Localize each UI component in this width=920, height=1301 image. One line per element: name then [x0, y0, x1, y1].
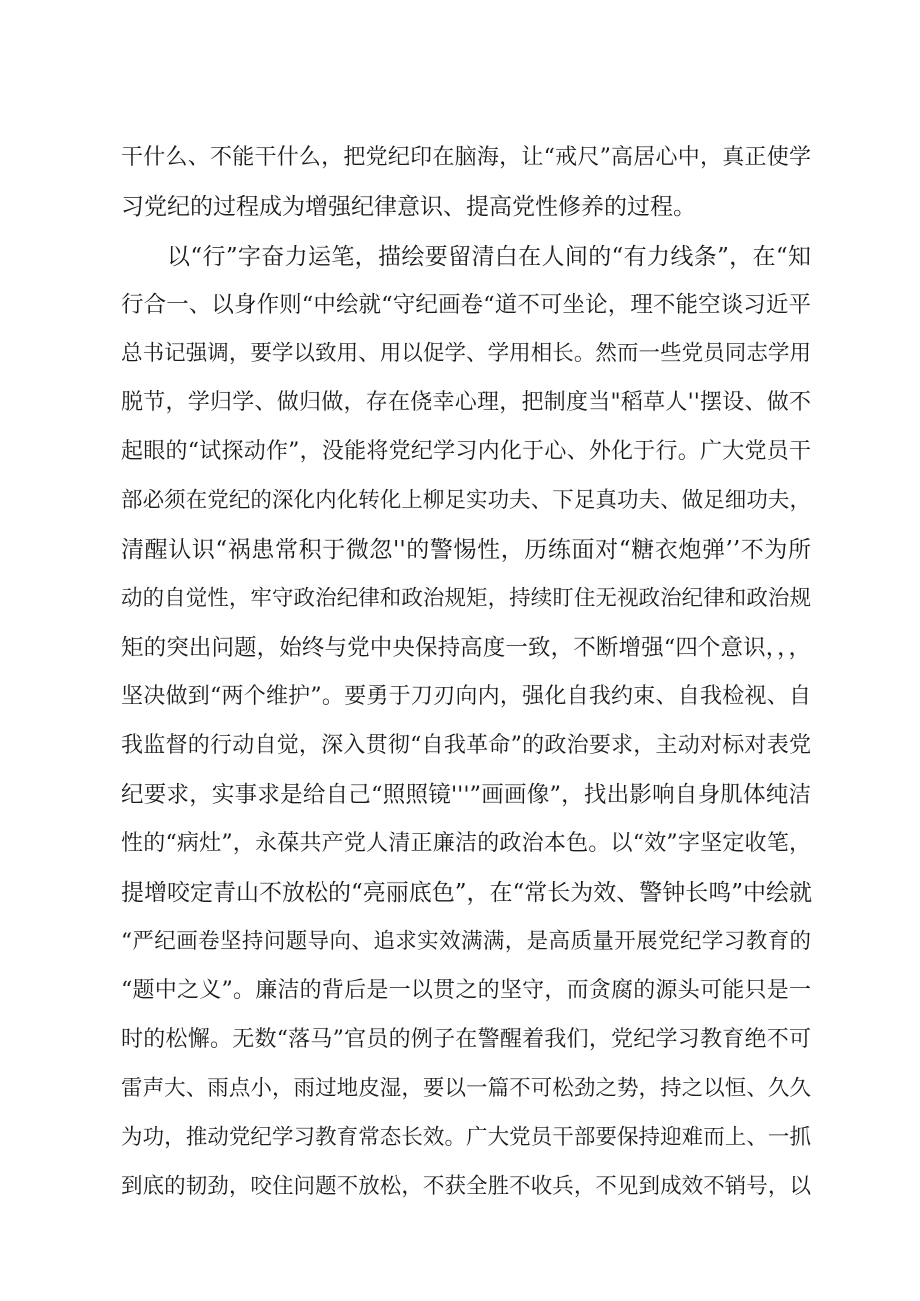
- paragraph-2-line-15: “严纪画卷坚持问题导向、追求实效满满，是高质量开展党纪学习教育的: [121, 929, 811, 954]
- paragraph-2-line-10: 坚决做到“两个维护”。要勇于刀刃向内，强化自我约束、自我检视、自: [121, 684, 811, 709]
- paragraph-2-line-11: 我监督的行动自觉，深入贯彻“自我革命”的政治要求，主动对标对表党: [121, 733, 811, 758]
- paragraph-2-line-13: 性的“病灶”，永葆共产党人清正廉洁的政治本色。以“效”字坚定收笔，: [121, 831, 811, 856]
- paragraph-1-line-1: 干什么、不能干什么，把党纪印在脑海，让“戒尺”高居心中，真正使学: [121, 145, 811, 170]
- paragraph-2-line-12: 纪要求，实事求是给自己“照照镜'''”画画像”，找出影响自身肌体纯洁: [121, 782, 811, 808]
- paragraph-1-line-2: 习党纪的过程成为增强纪律意识、提高党性修养的过程。: [121, 194, 696, 220]
- paragraph-2-line-6: 部必须在党纪的深化内化转化上柳足实功夫、下足真功夫、做足细功夫，: [121, 488, 811, 513]
- paragraph-2-line-9: 矩的突出问题，始终与党中央保持高度一致，不断增强“四个意识，，，: [121, 635, 811, 661]
- paragraph-2-line-2: 行合一、以身作则“中绘就“守纪画卷“道不可坐论，理不能空谈习近平: [121, 292, 811, 318]
- paragraph-2-line-3: 总书记强调，要学以致用、用以促学、学用相长。然而一些党员同志学用: [121, 341, 811, 366]
- paragraph-2-line-1: 以“行”字奋力运笔，描绘要留清白在人间的“有力线条”，在“知: [167, 244, 811, 270]
- paragraph-2-line-16: “题中之义”。廉洁的背后是一以贯之的坚守，而贪腐的源头可能只是一: [121, 978, 811, 1003]
- paragraph-2-line-4: 脱节，学归学、做归做，存在侥幸心理，把制度当"稻草人''摆设、做不: [121, 390, 811, 415]
- paragraph-2-line-7: 清醒认识“祸患常积于微忽''的警惕性，历练面对“糖衣炮弹’’不为所: [121, 537, 811, 563]
- paragraph-2-line-5: 起眼的“试探动作”，没能将党纪学习内化于心、外化于行。广大党员干: [121, 439, 811, 464]
- paragraph-2-line-14: 提增咬定青山不放松的“亮丽底色”，在“常长为效、警钟长鸣”中绘就: [121, 880, 813, 906]
- paragraph-2-line-8: 动的自觉性，牢守政治纪律和政治规矩，持续盯住无视政治纪律和政治规: [121, 586, 811, 611]
- paragraph-2-line-19: 为功，推动党纪学习教育常态长效。广大党员干部要保持迎难而上、一抓: [121, 1125, 811, 1150]
- paragraph-2-line-17: 时的松懈。无数“落马”官员的例子在警醒着我们，党纪学习教育绝不可: [121, 1027, 811, 1052]
- paragraph-2-line-18: 雷声大、雨点小，雨过地皮湿，要以一篇不可松劲之势，持之以恒、久久: [121, 1076, 811, 1101]
- paragraph-2-line-20: 到底的韧劲，咬住问题不放松，不获全胜不收兵，不见到成效不销号，以: [121, 1174, 811, 1199]
